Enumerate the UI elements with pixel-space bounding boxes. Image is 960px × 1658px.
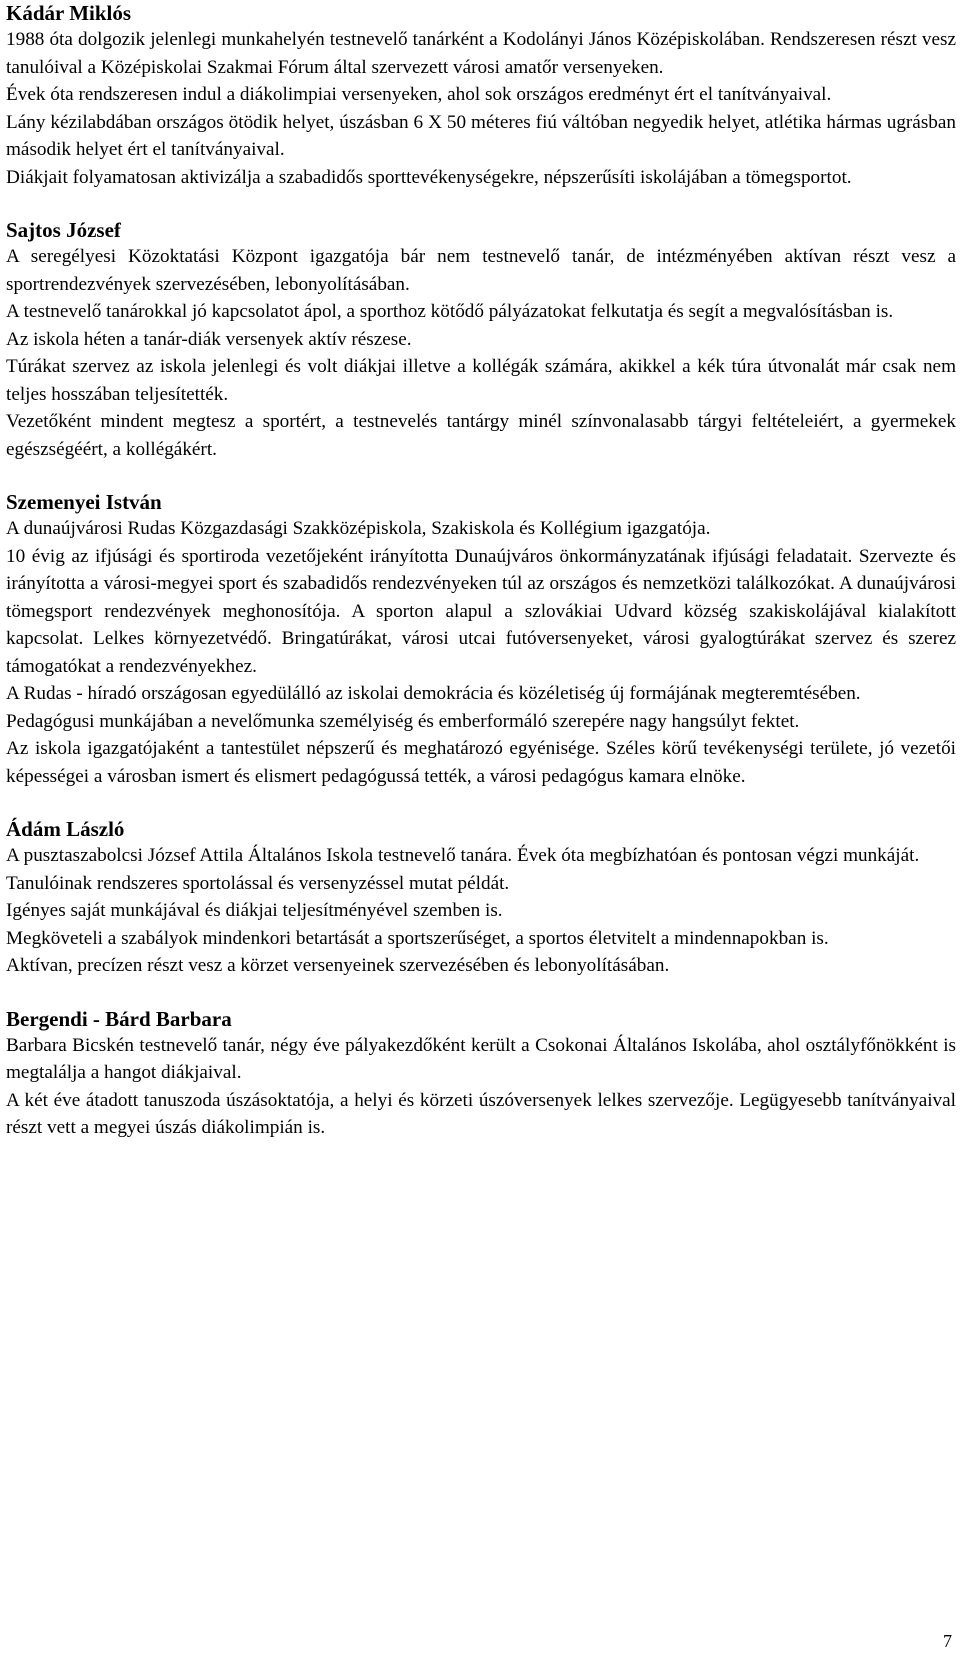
paragraph: A pusztaszabolcsi József Attila Általános Iskola testnevelő tanára. Évek óta megbízhatóan és pontosan végzi munkáját. <box>6 845 920 866</box>
paragraph: Barbara Bicskén testnevelő tanár, négy éve pályakezdőként került a Csokonai Általános Iskolába, ahol osztályfőnökként is megtalálja a hangot diákjaival. <box>6 1034 956 1083</box>
document-page <box>6 0 956 1142</box>
person-section-szemenyei-istvan <box>6 489 956 790</box>
paragraph: Pedagógusi munkájában a nevelőmunka személyiség és emberformáló szerepére nagy hangsúlyt fektet. <box>6 710 800 732</box>
paragraph: Lány kézilabdában országos ötödik helyet, úszásban 6 X 50 méteres fiú váltóban negyedik helyet, atlétika hármas ugrásban második helyet ért el tanítványaival. <box>6 111 956 160</box>
person-name: Szemenyei István <box>6 490 162 514</box>
paragraph: A Rudas - híradó országosan egyedülálló az iskolai demokrácia és közéletiség új formájának megteremtésében. <box>6 683 861 704</box>
paragraph: 1988 óta dolgozik jelenlegi munkahelyén testnevelő tanárként a Kodolányi János Középiskolában. Rendszeresen részt vesz tanulóival a Középiskolai Szakmai Fórum által szervezett városi amatőr versenyeken. <box>6 29 956 78</box>
paragraph: Túrákat szervez az iskola jelenlegi és volt diákjai illetve a kollégák számára, akikkel a kék túra útvonalát már csak nem teljes hosszában teljesítették. <box>6 356 956 405</box>
person-section-kadar-miklos <box>6 0 956 191</box>
person-name: Sajtos József <box>6 218 121 242</box>
paragraph: A seregélyesi Közoktatási Központ igazgatója bár nem testnevelő tanár, de intézményében aktívan részt vesz a sportrendezvények szervezésében, lebonyolításában. <box>6 246 956 295</box>
paragraph: Igényes saját munkájával és diákjai teljesítményével szemben is. <box>6 900 503 921</box>
person-section-sajtos-jozsef <box>6 217 956 463</box>
paragraph: Az iskola héten a tanár-diák versenyek aktív részese. <box>6 328 412 350</box>
person-name: Ádám László <box>6 817 125 841</box>
page-number: 7 <box>943 1631 952 1651</box>
paragraph: Évek óta rendszeresen indul a diákolimpiai versenyeken, ahol sok országos eredményt ért el tanítványaival. <box>6 84 832 105</box>
paragraph: A két éve átadott tanuszoda úszásoktatója, a helyi és körzeti úszóversenyek lelkes szervezője. Legügyesebb tanítványaival részt vett a megyei úszás diákolimpián is. <box>6 1089 956 1138</box>
paragraph: Vezetőként mindent megtesz a sportért, a testnevelés tantárgy minél színvonalasabb tárgyi feltételeiért, a gyermekek egészségéért, a kollégákért. <box>6 411 956 460</box>
paragraph: Tanulóinak rendszeres sportolással és versenyzéssel mutat példát. <box>6 872 510 894</box>
paragraph: A testnevelő tanárokkal jó kapcsolatot ápol, a sporthoz kötődő pályázatokat felkutatja és segít a megvalósításban is. <box>6 301 894 322</box>
person-name: Kádár Miklós <box>6 1 132 25</box>
paragraph: Megköveteli a szabályok mindenkori betartását a sportszerűséget, a sportos életvitelt a mindennapokban is. <box>6 927 829 949</box>
person-name: Bergendi - Bárd Barbara <box>6 1006 232 1031</box>
paragraph: Aktívan, precízen részt vesz a körzet versenyeinek szervezésében és lebonyolításában. <box>6 955 670 976</box>
paragraph: Diákjait folyamatosan aktivizálja a szabadidős sporttevékenységekre, népszerűsíti iskolájában a tömegsportot. <box>6 166 852 188</box>
paragraph: 10 évig az ifjúsági és sportiroda vezetőjeként irányította Dunaújváros önkormányzatának ifjúsági feladatait. Szervezte és irányította a városi-megyei sport és szabadidős rendezvényeken túl az országos és nemzetközi találkozókat. A dunaújvárosi tömegsport rendezvények meghonosítója. A sporton alapul a szlovákiai Udvard község szakiskolájával kialakított kapcsolat. Lelkes környezetvédő. Bringatúrákat, városi utcai futóversenyeket, városi gyalogtúrákat szervez és szerez támogatókat a rendezvényekhez. <box>6 545 956 677</box>
person-section-bergendi-bard-barbara <box>6 1006 956 1142</box>
person-section-adam-laszlo <box>6 816 956 980</box>
paragraph: Az iskola igazgatójaként a tantestület népszerű és meghatározó egyénisége. Széles körű tevékenységi területe, jó vezetői képességei a városban ismert és elismert pedagógussá tették, a városi pedagógus kamara elnöke. <box>6 738 956 787</box>
paragraph: A dunaújvárosi Rudas Közgazdasági Szakközépiskola, Szakiskola és Kollégium igazgatója. <box>6 518 711 539</box>
